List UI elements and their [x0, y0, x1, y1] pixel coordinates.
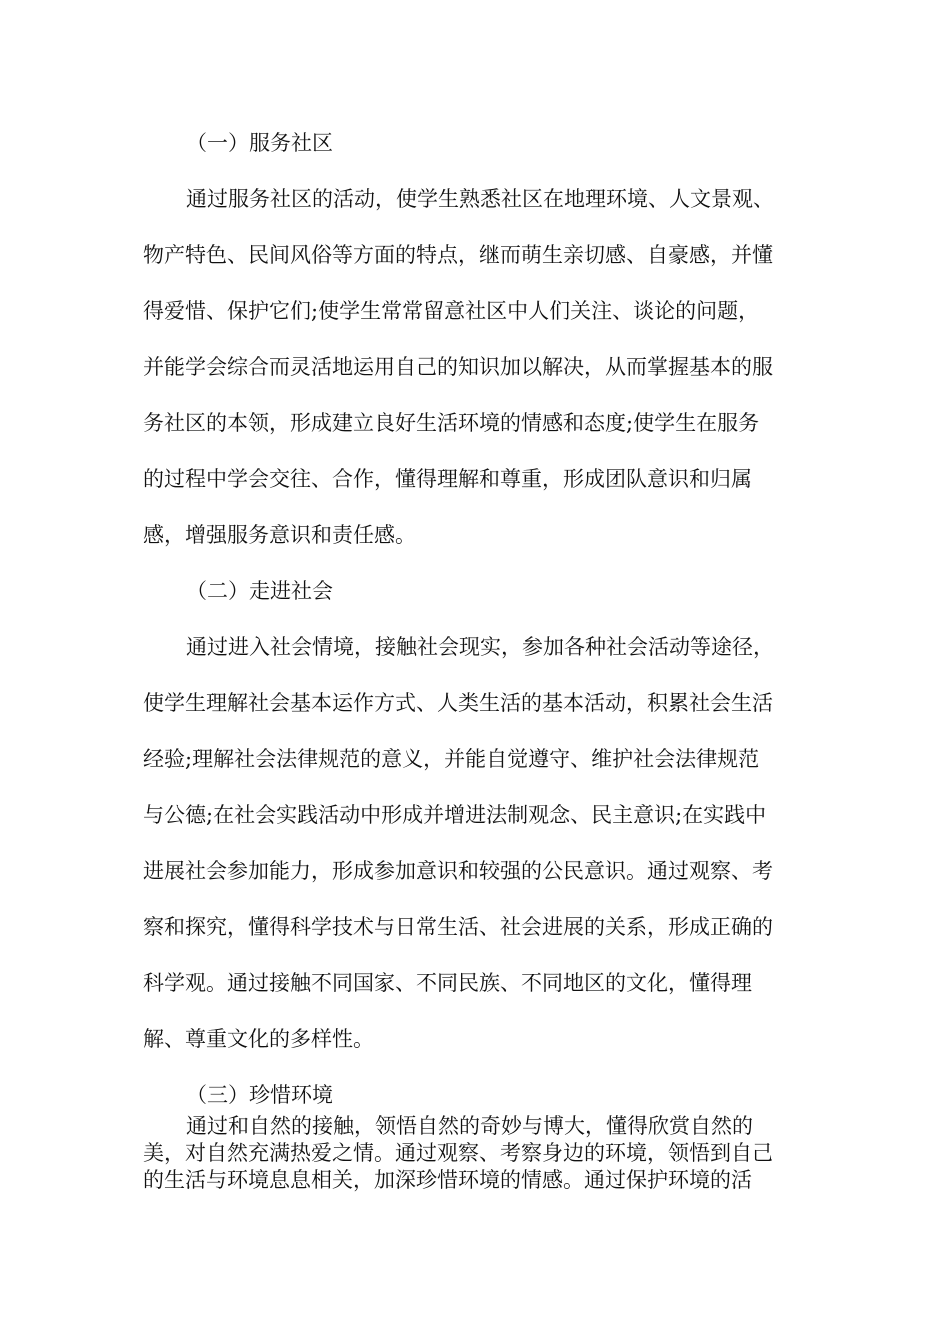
paragraph-line: 通过和自然的接触，领悟自然的奇妙与博大，懂得欣赏自然的: [186, 1114, 753, 1138]
paragraph-line: 美，对自然充满热爱之情。通过观察、考察身边的环境，领悟到自己: [143, 1141, 773, 1165]
paragraph-line: 经验;理解社会法律规范的意义，并能自觉遵守、维护社会法律规范: [143, 747, 760, 771]
paragraph-line: 务社区的本领，形成建立良好生活环境的情感和态度;使学生在服务: [143, 411, 760, 435]
paragraph-line: 与公德;在社会实践活动中形成并增进法制观念、民主意识;在实践中: [143, 803, 767, 827]
paragraph-line: 的过程中学会交往、合作，懂得理解和尊重，形成团队意识和归属: [143, 467, 752, 491]
paragraph-line: 察和探究，懂得科学技术与日常生活、社会进展的关系，形成正确的: [143, 915, 773, 939]
section-heading: （二）走进社会: [186, 579, 333, 603]
paragraph-line: 得爱惜、保护它们;使学生常常留意社区中人们关注、谈论的问题，: [143, 299, 760, 323]
section-heading: （三）珍惜环境: [186, 1083, 333, 1107]
section-heading: （一）服务社区: [186, 131, 333, 155]
paragraph-line: 并能学会综合而灵活地运用自己的知识加以解决，从而掌握基本的服: [143, 355, 773, 379]
paragraph-line: 感，增强服务意识和责任感。: [143, 523, 416, 547]
paragraph-line: 物产特色、民间风俗等方面的特点，继而萌生亲切感、自豪感，并懂: [143, 243, 773, 267]
paragraph-line: 通过服务社区的活动，使学生熟悉社区在地理环境、人文景观、: [186, 187, 774, 211]
paragraph-line: 的生活与环境息息相关，加深珍惜环境的情感。通过保护环境的活: [143, 1168, 752, 1192]
paragraph-line: 进展社会参加能力，形成参加意识和较强的公民意识。通过观察、考: [143, 859, 773, 883]
paragraph-line: 通过进入社会情境，接触社会现实，参加各种社会活动等途径，: [186, 635, 774, 659]
paragraph-line: 使学生理解社会基本运作方式、人类生活的基本活动，积累社会生活: [143, 691, 773, 715]
paragraph-line: 解、尊重文化的多样性。: [143, 1027, 374, 1051]
paragraph-line: 科学观。通过接触不同国家、不同民族、不同地区的文化，懂得理: [143, 971, 752, 995]
